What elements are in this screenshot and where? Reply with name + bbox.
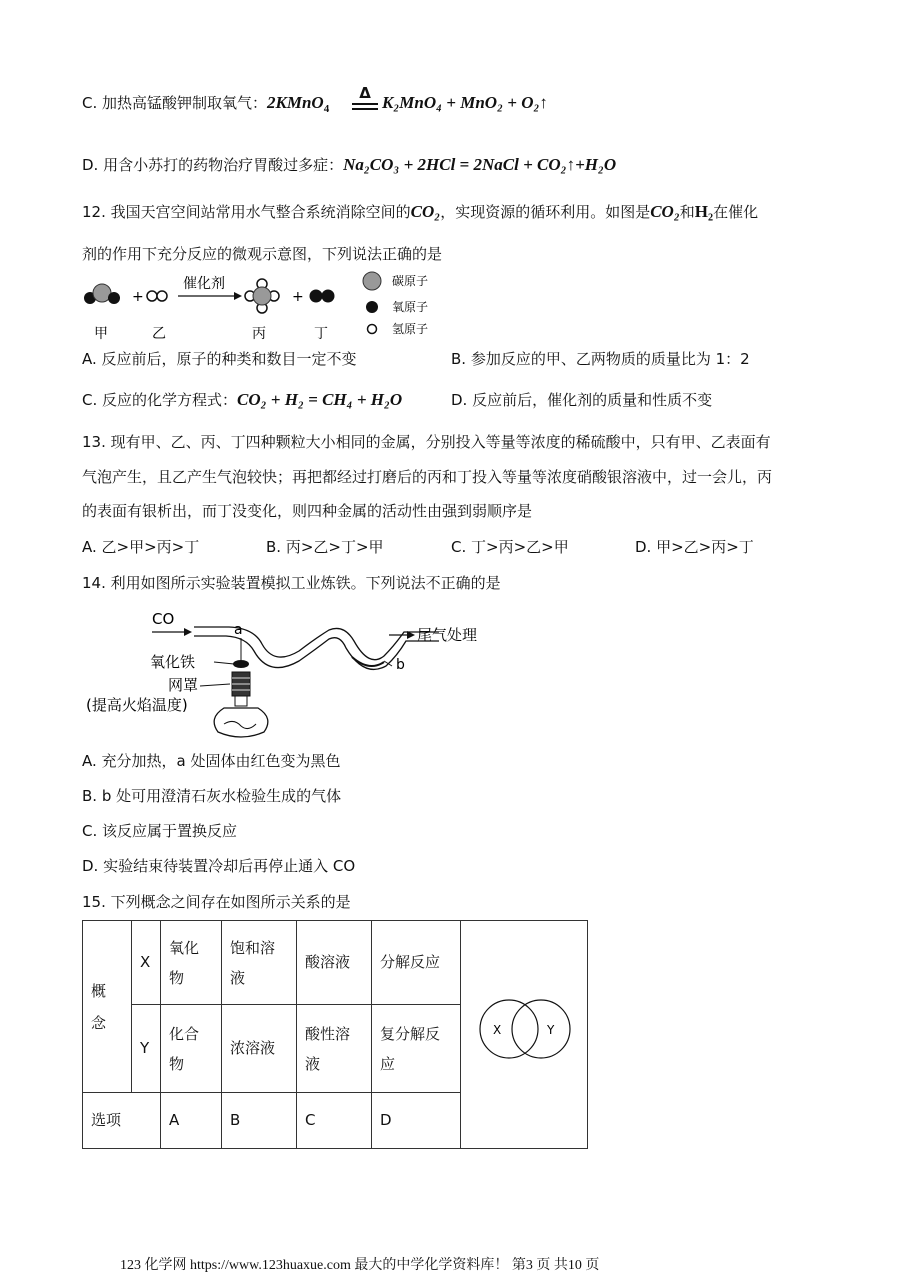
q14-option-c: C. 该反应属于置换反应 xyxy=(82,822,238,840)
q12-stem-line1: 12. 我国天宫空间站常用水气整合系统消除空间的CO₂，实现资源的循环利用。如图是CO₂和H₂在催化 xyxy=(82,202,759,221)
lamp-neck xyxy=(235,696,247,706)
label-jia: 甲 xyxy=(94,326,108,342)
q11-d-equation: Na₂CO₃ + 2HCl = 2NaCl + CO₂↑+H₂O xyxy=(343,155,617,174)
q11-c-arrow: Δ xyxy=(352,84,378,110)
gauze-note: (提高火焰温度) xyxy=(86,696,188,714)
legend-hydrogen-atom xyxy=(368,325,377,334)
y-cell-a: 化合物 xyxy=(161,1005,222,1093)
option-label: 选项 xyxy=(83,1093,161,1149)
x-cell-b: 饱和溶液 xyxy=(222,921,297,1005)
q12-option-c: C. 反应的化学方程式：CO₂ + H₂ = CH₄ + H₂O xyxy=(82,390,403,409)
legend-oxygen-atom xyxy=(366,301,378,313)
q12-option-b: B. 参加反应的甲、乙两物质的质量比为 1：2 xyxy=(451,350,750,368)
option-a: A xyxy=(161,1093,222,1149)
q12-option-a: A. 反应前后，原子的种类和数目一定不变 xyxy=(82,350,357,368)
q15-concept-table xyxy=(82,920,588,1149)
iron-oxide-label: 氧化铁 xyxy=(150,653,196,671)
q11-c-equation: 2KMnO$_4$ xyxy=(267,93,330,115)
gauze-label: 网罩 xyxy=(168,676,199,694)
x-cell-a: 氧化物 xyxy=(161,921,222,1005)
hydrogen-atom xyxy=(147,291,157,301)
q11-option-d: D. 用含小苏打的药物治疗胃酸过多症：Na₂CO₃ + 2HCl = 2NaCl + CO₂↑+H₂O xyxy=(82,155,617,174)
q14-stem: 14. 利用如图所示实验装置模拟工业炼铁。下列说法不正确的是 xyxy=(82,574,501,592)
label-bing: 丙 xyxy=(252,326,266,342)
x-label: X xyxy=(132,921,161,1005)
svg-text:氢原子: 氢原子 xyxy=(392,322,429,336)
catalyst-label: 催化剂 xyxy=(183,276,225,292)
y-cell-d: 复分解反应 xyxy=(372,1005,461,1093)
q12-option-d: D. 反应前后，催化剂的质量和性质不变 xyxy=(451,391,713,409)
q12-c-equation: CO₂ + H₂ = CH₄ + H₂O xyxy=(237,390,403,409)
co-label: CO xyxy=(152,610,175,628)
venn-x-label: X xyxy=(493,1022,502,1037)
concept-header: 概念 xyxy=(83,921,132,1093)
svg-text:氧原子: 氧原子 xyxy=(392,300,429,314)
x-cell-c: 酸溶液 xyxy=(297,921,372,1005)
iron-oxide-sample xyxy=(233,660,249,668)
q11-c-equation-rhs: K₂MnO₄ + MnO₂ + O₂↑ xyxy=(382,93,548,112)
glass-tube-top xyxy=(194,627,439,660)
q12-reaction-diagram xyxy=(80,268,460,343)
y-cell-c: 酸性溶液 xyxy=(297,1005,372,1093)
venn-cell xyxy=(461,921,588,1149)
q13-stem-line3: 的表面有银析出，而丁没变化，则四种金属的活动性由强到弱顺序是 xyxy=(82,502,533,520)
q13-option-d: D. 甲>乙>丙>丁 xyxy=(635,538,754,556)
venn-y-label: Y xyxy=(547,1022,555,1037)
svg-text:+: + xyxy=(132,289,144,305)
page-footer: 123 化学网 https://www.123huaxue.com 最大的中学化学资料库！ 第3 页 共10 页 xyxy=(120,1258,600,1273)
option-b: B xyxy=(222,1093,297,1149)
q13-option-b: B. 丙>乙>丁>甲 xyxy=(266,538,384,556)
q11-option-c: C. 加热高锰酸钾制取氧气：2KMnO$_4$ xyxy=(82,93,330,115)
label-yi: 乙 xyxy=(152,326,166,342)
svg-text:碳原子: 碳原子 xyxy=(392,274,429,288)
oxygen-atom xyxy=(322,290,335,303)
hydrogen-atom xyxy=(157,291,167,301)
q13-option-c: C. 丁>丙>乙>甲 xyxy=(451,538,569,556)
q14-option-d: D. 实验结束待装置冷却后再停止通入 CO xyxy=(82,857,356,875)
venn-circle-x xyxy=(480,1000,538,1058)
oxygen-atom xyxy=(108,292,120,304)
y-cell-b: 浓溶液 xyxy=(222,1005,297,1093)
q15-stem: 15. 下列概念之间存在如图所示关系的是 xyxy=(82,893,351,911)
q14-option-a: A. 充分加热，a 处固体由红色变为黑色 xyxy=(82,752,341,770)
y-label: Y xyxy=(132,1005,161,1093)
legend-carbon-atom xyxy=(363,272,381,290)
q13-stem-line2: 气泡产生，且乙产生气泡较快；再把都经过打磨后的丙和丁投入等量等浓度硝酸银溶液中，过一会儿，丙 xyxy=(82,468,773,486)
option-c: C xyxy=(297,1093,372,1149)
label-a: a xyxy=(234,622,243,638)
venn-diagram xyxy=(469,994,579,1064)
carbon-atom xyxy=(253,287,271,305)
oxygen-atom xyxy=(310,290,323,303)
q13-option-a: A. 乙>甲>丙>丁 xyxy=(82,538,200,556)
q13-stem-line1: 13. 现有甲、乙、丙、丁四种颗粒大小相同的金属，分别投入等量等浓度的稀硫酸中，只有甲、乙表面有 xyxy=(82,433,771,451)
q14-option-b: B. b 处可用澄清石灰水检验生成的气体 xyxy=(82,787,342,805)
q14-apparatus-diagram xyxy=(84,606,504,746)
q12-stem-line2: 剂的作用下充分反应的微观示意图，下列说法正确的是 xyxy=(82,245,443,263)
svg-text:+: + xyxy=(292,289,304,305)
exhaust-label: 尾气处理 xyxy=(417,626,478,644)
x-cell-d: 分解反应 xyxy=(372,921,461,1005)
venn-circle-y xyxy=(512,1000,570,1058)
alcohol-lamp xyxy=(214,708,268,737)
option-d: D xyxy=(372,1093,461,1149)
label-b: b xyxy=(396,657,405,673)
label-ding: 丁 xyxy=(314,326,328,342)
